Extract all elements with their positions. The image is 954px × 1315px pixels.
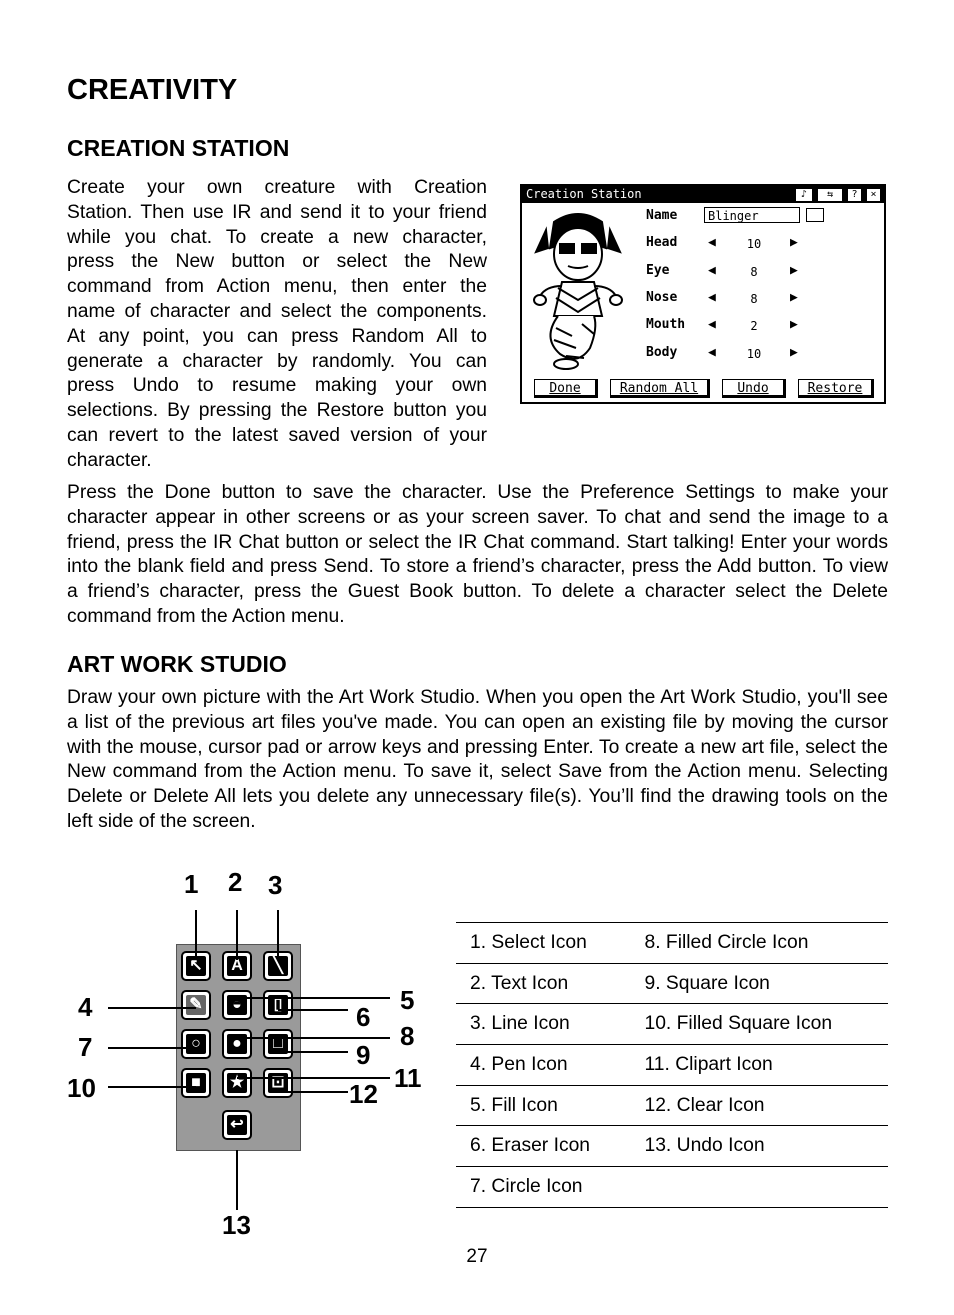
text-line: name of character and select the components. [67, 300, 487, 322]
head-right-arrow-icon[interactable]: ▶ [790, 235, 798, 250]
name-input[interactable]: Blinger [704, 207, 800, 223]
creation-station-body: Press the Done button to save the character. Use the Preference Settings to make your character appear in other screens or as your screen saver. To chat and send the image to a friend, press the IR Chat button or select the IR Chat command. Start talking! Enter your words into the blank field and press Send. To store a friend’s character, press the Add button. To view a friend’s character, press the Guest Book button. To delete a character select the Delete command from the Action menu. [67, 482, 888, 627]
nose-left-arrow-icon[interactable]: ◀ [708, 290, 716, 305]
callout-6: 6 [356, 1002, 371, 1032]
table-cell: 3. Line Icon [456, 1004, 626, 1045]
body-right-arrow-icon[interactable]: ▶ [790, 345, 798, 360]
page-title: CREATIVITY [67, 74, 238, 106]
callout-1: 1 [184, 869, 199, 899]
table-cell: 9. Square Icon [626, 963, 888, 1004]
tool-legend-table [456, 922, 888, 1208]
callout-9: 9 [356, 1040, 371, 1070]
text-line: Station. Then use IR and send it to your friend [67, 201, 487, 223]
eye-value: 8 [750, 265, 758, 279]
table-cell: 12. Clear Icon [626, 1085, 888, 1126]
callout-7: 7 [78, 1032, 93, 1062]
table-cell: 11. Clipart Icon [626, 1045, 888, 1086]
nose-label: Nose [646, 290, 678, 305]
line-icon[interactable]: ╲ [263, 951, 293, 981]
filled-circle-icon[interactable]: ● [222, 1029, 252, 1059]
keyboard-icon[interactable] [806, 208, 824, 222]
text-line: selections. By pressing the Restore button you [67, 400, 487, 422]
mouth-left-arrow-icon[interactable]: ◀ [708, 317, 716, 332]
mouth-value: 2 [750, 319, 758, 333]
undo-icon[interactable]: ↩ [222, 1110, 252, 1140]
table-cell: 13. Undo Icon [626, 1126, 888, 1167]
fill-icon[interactable]: ◒ [222, 990, 252, 1020]
text-line: At any point, you can press Random All to [67, 325, 487, 347]
head-label: Head [646, 235, 678, 250]
filled-square-icon[interactable]: ■ [181, 1068, 211, 1098]
callout-3: 3 [268, 870, 283, 900]
callout-4: 4 [78, 992, 93, 1022]
restore-button[interactable]: Restore [798, 379, 874, 398]
table-cell: 4. Pen Icon [456, 1045, 626, 1086]
art-work-studio-body: Draw your own picture with the Art Work Studio. When you open the Art Work Studio, you'll see a list of the previous art files you've made. You can open an existing file by moving the cursor with the mouse, cursor pad or arrow keys and pressing Enter. To create a new art file, select the New command from the Action menu. To save it, select Save from the Action menu. Selecting Delete or Delete All lets you delete any unnecessary file(s). You’ll find the drawing tools on the left side of the screen. [67, 687, 888, 832]
eye-label: Eye [646, 263, 670, 278]
callout-5: 5 [400, 985, 415, 1015]
character-figure [532, 208, 624, 374]
table-cell: 6. Eraser Icon [456, 1126, 626, 1167]
text-line: command from Action menu, then enter the [67, 276, 487, 298]
select-icon[interactable]: ↖ [181, 951, 211, 981]
square-icon[interactable]: □ [263, 1029, 293, 1059]
mouth-label: Mouth [646, 317, 686, 332]
table-cell: 5. Fill Icon [456, 1085, 626, 1126]
eye-left-arrow-icon[interactable]: ◀ [708, 263, 716, 278]
callout-8: 8 [400, 1021, 415, 1051]
table-row [456, 1126, 888, 1167]
table-cell: 8. Filled Circle Icon [626, 923, 888, 964]
text-line: generate a character by randomly. You can [67, 350, 487, 372]
nose-value: 8 [750, 292, 758, 306]
text-line: Create your own creature with Creation [67, 177, 487, 198]
text-line: character. [67, 449, 152, 471]
table-row [456, 1167, 888, 1208]
table-row [456, 1085, 888, 1126]
circle-icon[interactable]: ○ [181, 1029, 211, 1059]
table-row [456, 1045, 888, 1086]
section-heading-creation-station: CREATION STATION [67, 135, 290, 161]
callout-12: 12 [349, 1079, 378, 1109]
table-cell: 10. Filled Square Icon [626, 1004, 888, 1045]
callout-13: 13 [222, 1210, 251, 1240]
undo-button[interactable]: Undo [722, 379, 786, 398]
clear-icon[interactable]: ⊡ [263, 1068, 293, 1098]
pen-icon[interactable]: ✎ [181, 990, 211, 1020]
head-value: 10 [746, 237, 762, 251]
head-left-arrow-icon[interactable]: ◀ [708, 235, 716, 250]
done-button[interactable]: Done [534, 379, 598, 398]
text-icon[interactable]: A [222, 951, 252, 981]
callout-10: 10 [67, 1073, 96, 1103]
text-line: can revert to the latest saved version of your [67, 424, 487, 446]
eye-right-arrow-icon[interactable]: ▶ [790, 263, 798, 278]
table-cell: 1. Select Icon [456, 923, 626, 964]
text-line: press Undo to resume making your own [67, 375, 487, 397]
window-titlebar [522, 186, 884, 203]
clipart-icon[interactable]: ★ [222, 1068, 252, 1098]
section-heading-art-work-studio: ART WORK STUDIO [67, 651, 287, 677]
body-value: 10 [746, 347, 762, 361]
table-row [456, 923, 888, 964]
page-number: 27 [466, 1246, 488, 1267]
nose-right-arrow-icon[interactable]: ▶ [790, 290, 798, 305]
table-cell: 2. Text Icon [456, 963, 626, 1004]
mouth-right-arrow-icon[interactable]: ▶ [790, 317, 798, 332]
table-cell: 7. Circle Icon [456, 1167, 626, 1208]
text-line: while you chat. To create a new character, [67, 226, 487, 248]
creation-station-intro [67, 176, 487, 474]
table-row [456, 1004, 888, 1045]
body-left-arrow-icon[interactable]: ◀ [708, 345, 716, 360]
window-title: Creation Station [526, 187, 642, 201]
music-icon[interactable]: ♪ [795, 188, 813, 202]
callout-11: 11 [394, 1063, 422, 1093]
close-icon[interactable]: × [866, 188, 881, 202]
text-line: press the New button or select the New [67, 251, 487, 273]
table-row [456, 963, 888, 1004]
eraser-icon[interactable]: ▯ [263, 990, 293, 1020]
name-label: Name [646, 208, 678, 223]
random-all-button[interactable]: Random All [610, 379, 710, 398]
table-cell [626, 1167, 888, 1208]
creation-station-screenshot [520, 184, 886, 404]
ir-icon[interactable]: ⇆ [817, 188, 843, 202]
help-icon[interactable]: ? [847, 188, 862, 202]
body-label: Body [646, 345, 678, 360]
callout-2: 2 [228, 867, 243, 897]
titlebar-icons [795, 188, 881, 202]
